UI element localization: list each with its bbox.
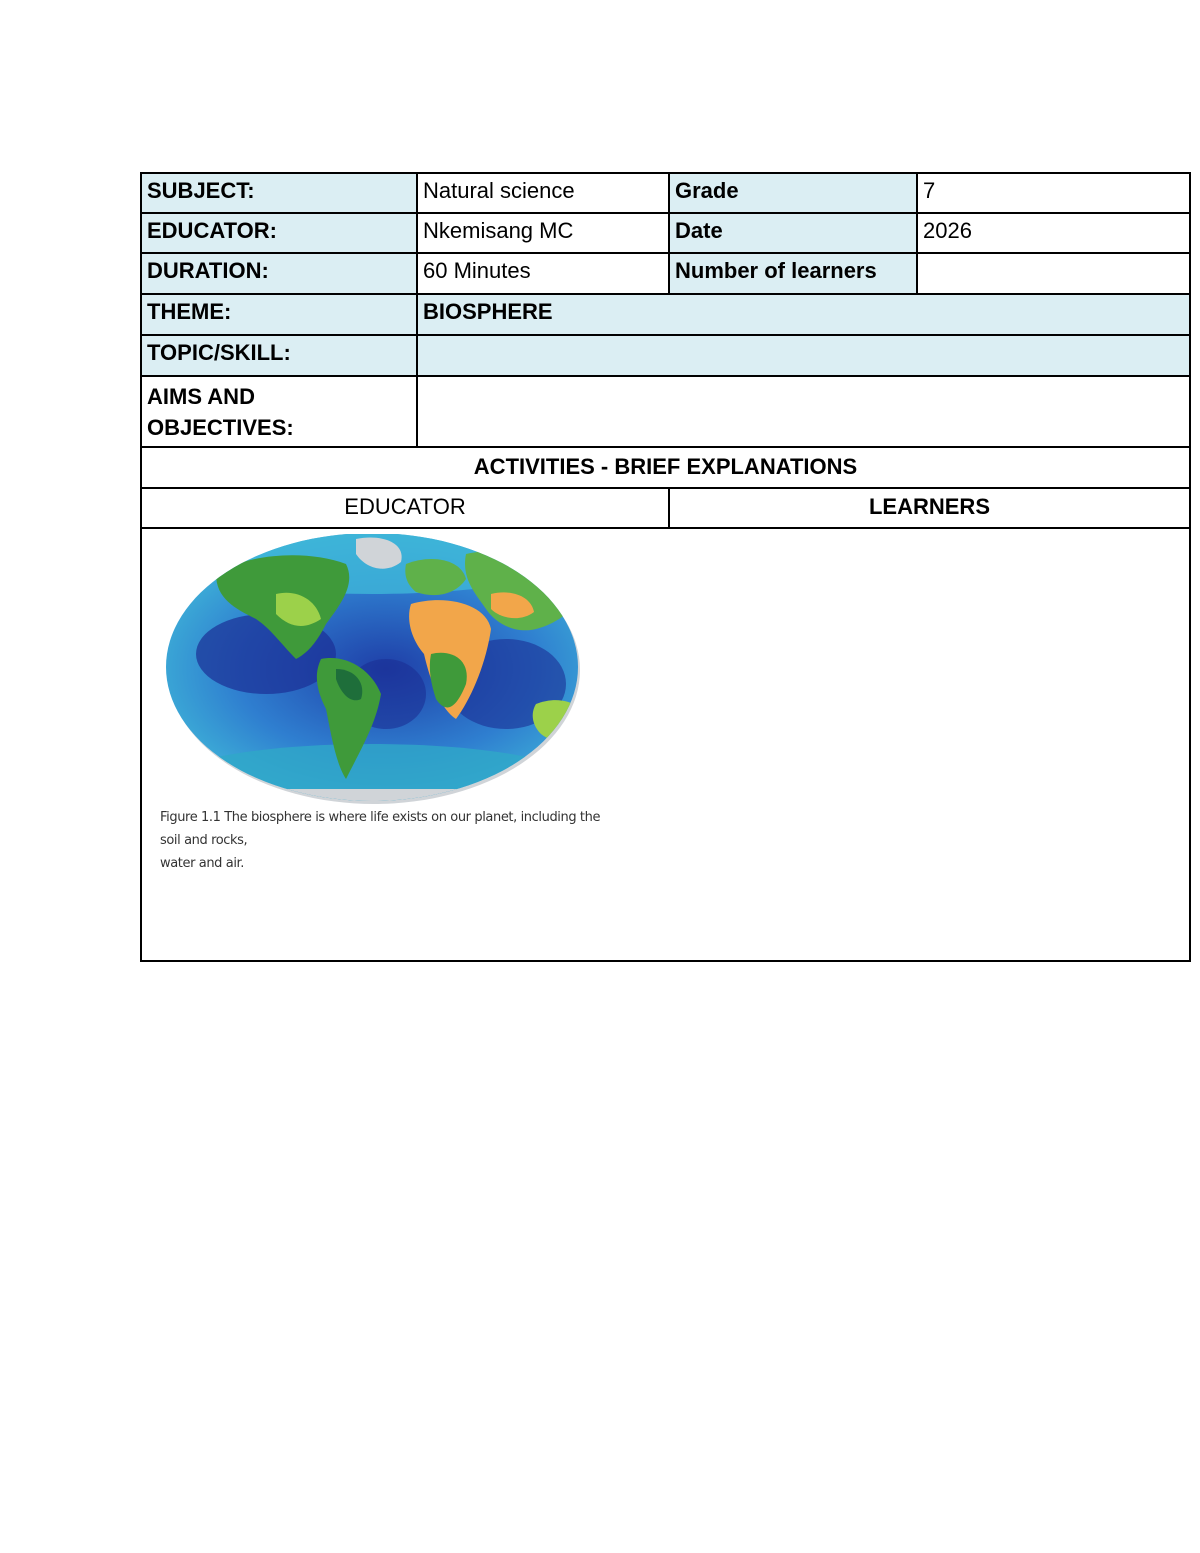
duration-value: 60 Minutes [416, 252, 670, 295]
theme-value: BIOSPHERE [416, 293, 1191, 336]
topic-value [416, 334, 1191, 377]
lesson-plan-table [140, 172, 1191, 962]
duration-label: DURATION: [140, 252, 418, 295]
learners-heading: LEARNERS [668, 487, 1191, 529]
educator-label: EDUCATOR: [140, 212, 418, 254]
topic-label: TOPIC/SKILL: [140, 334, 418, 377]
biosphere-world-map [156, 534, 616, 804]
figure-caption-line1: Figure 1.1 The biosphere is where life exists on our planet, including the soil and rocks, [160, 810, 601, 848]
grade-value: 7 [916, 172, 1191, 214]
grade-label: Grade [668, 172, 918, 214]
educator-value: Nkemisang MC [416, 212, 670, 254]
date-label: Date [668, 212, 918, 254]
subject-label: SUBJECT: [140, 172, 418, 214]
figure-caption [160, 806, 620, 875]
aims-label-line2: OBJECTIVES: [147, 415, 294, 440]
subject-value: Natural science [416, 172, 670, 214]
educator-heading: EDUCATOR [140, 487, 670, 529]
figure-caption-line2: water and air. [160, 856, 245, 871]
aims-label [140, 375, 418, 448]
activities-title: ACTIVITIES - BRIEF EXPLANATIONS [140, 446, 1191, 489]
theme-label: THEME: [140, 293, 418, 336]
aims-value [416, 375, 1191, 448]
date-value: 2026 [916, 212, 1191, 254]
aims-label-line1: AIMS AND [147, 384, 255, 409]
learners-value [916, 252, 1191, 295]
learners-label: Number of learners [668, 252, 918, 295]
